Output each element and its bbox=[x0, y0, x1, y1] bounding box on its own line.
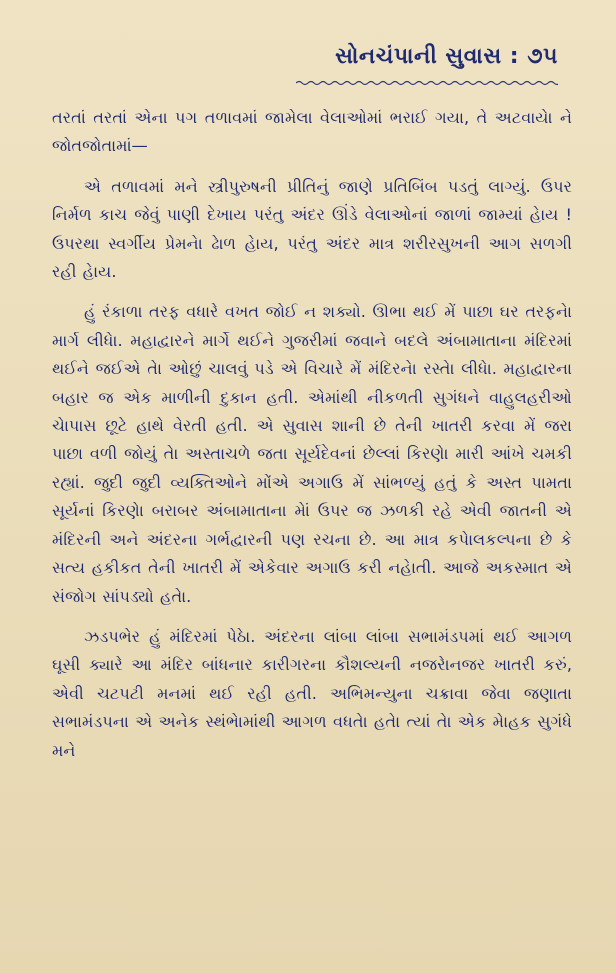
paragraph-4: ઝડપભેર હું મંદિરમાં પેઠેા. અંદરના લાંબા લાંબા સભામંડપમાં થઈ આગળ ઘૂસી ક્યારે આ મંદિર બાંધનાર કારીગરના કૌશલ્યની નજરેાનજર ખાતરી કરું, એવી ચટપટી મનમાં થઈ રહી હતી. અભિમન્યુના ચક્રાવા જેવા જણાતા સભામંડપના એ અનેક સ્થંભેામાંથી આગળ વધતેા હતેા ત્યાં તેા એક મેાહક સુગંધે મને bbox=[52, 626, 572, 760]
paragraph-2: એ તળાવમાં મને સ્ત્રીપુરુષની પ્રીતિનું જાણે પ્રતિબિંબ પડતું લાગ્યું. ઉપર નિર્મળ કાચ જેવું પાણી દેખાય પરંતુ અંદર ઊંડે વેલાઓનાં જાળાં જામ્યાં હેાય ! ઉપરથા સ્વર્ગીય પ્રેમનેા ઢેાળ હેાય, પરંતુ અંદર માત્ર શરીરસુખની આગ સળગી રહી હેાય. bbox=[52, 176, 572, 282]
wavy-rule bbox=[296, 80, 558, 86]
running-head: સોનચંપાની સુવાસ : ૭૫ bbox=[335, 44, 558, 69]
paragraph-1: તરતાં તરતાં એના પગ તળાવમાં જામેલા વેલાઓમાં ભરાઈ ગયા, તે અટવાયેા ને જોતજોતામાં— bbox=[52, 108, 572, 156]
body-text bbox=[52, 104, 572, 777]
paragraph-3: હું રંકાળા તરફ વધારે વખત જોઈ ન શક્યો. ઊભા થઈ મેં પાછા ઘર તરફનેા માર્ગ લીધેા. મહાદ્વારને માર્ગે થઈને ગુજરીમાં જવાને બદલે અંબામાતાના મંદિરમાં થઈને જઈએ તેા ઓછું ચાલવું પડે એ વિચારે મેં મંદિરનેા રસ્તેા લીધેા. મહાદ્વારના બહાર જ એક માળીની દુકાન હતી. એમાંથી નીકળતી સુગંધને વાહુલહરીઓ ચેાપાસ છૂટે હાથે વેરતી હતી. એ સુવાસ શાની છે તેની ખાતરી કરવા મેં જરા પાછા વળી જોયું તેા અસ્તાચળે જતા સૂર્યદેવનાં છેલ્લાં કિરણેા મારી આંખે ચમકી રહ્યાં. જુદી જુદી વ્યક્તિઓને મોંએ અગાઉ મેં સાંભળ્યું હતું કે અસ્ત પામતા સૂર્યનાં કિરણેા બરાબર અંબામાતાના મેાં ઉપર જ ઝળકી રહે એવી જાતની એ મંદિરની અને અંદરના ગર્ભદ્વારની પણ રચના છે. આ માત્ર કપેાલકલ્પના છે કે સત્ય હકીકત તેની ખાતરી મેં એકેવાર અગાઉ કરી નહેાતી. આજે અકસ્માત એ સંજોગ સાંપડ્યો હતેા. bbox=[52, 302, 572, 606]
